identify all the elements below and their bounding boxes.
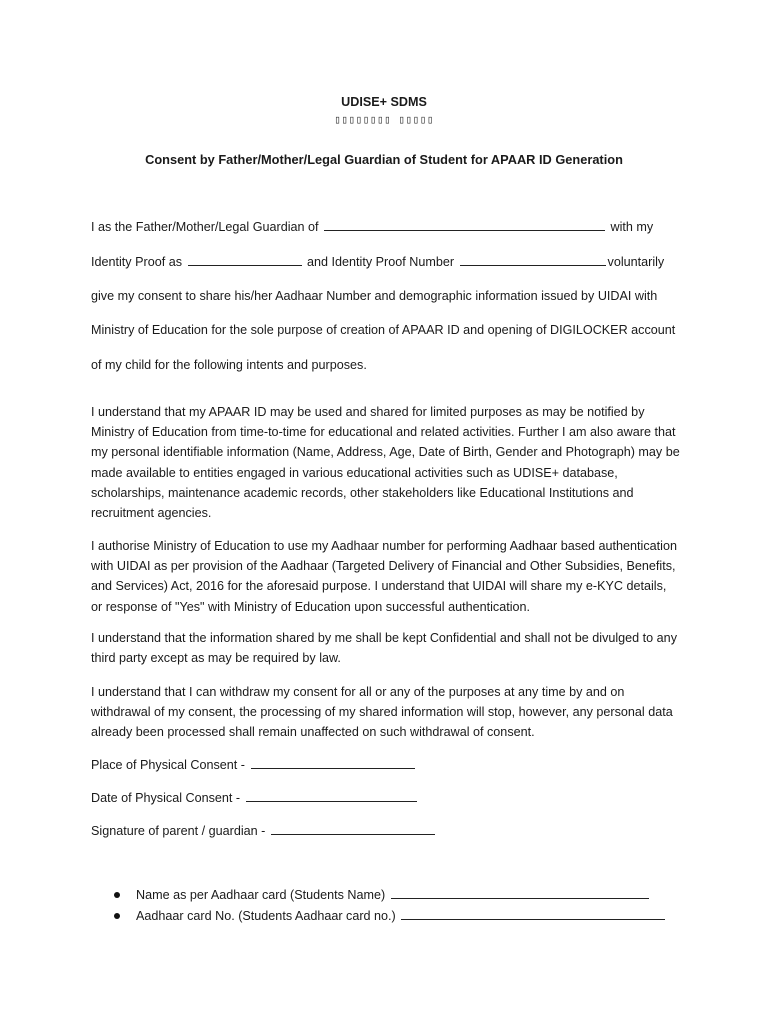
place-of-consent-field bbox=[91, 756, 417, 773]
identity-number-blank[interactable] bbox=[460, 253, 606, 266]
declaration-line-4: Ministry of Education for the sole purpose of creation of APAAR ID and opening of DIGILOCKER account bbox=[91, 323, 676, 338]
signature-label: Signature of parent / guardian - bbox=[91, 824, 266, 838]
declaration-text: I as the Father/Mother/Legal Guardian of bbox=[91, 220, 319, 234]
declaration-text: voluntarily bbox=[607, 254, 665, 269]
declaration-text: Identity Proof as bbox=[91, 254, 183, 269]
student-name-aadhaar-blank[interactable] bbox=[391, 886, 649, 899]
student-details-list bbox=[112, 885, 682, 927]
identity-proof-blank[interactable] bbox=[188, 253, 302, 266]
bullet-icon bbox=[114, 913, 120, 919]
paragraph-aadhaar-authorisation: I authorise Ministry of Education to use my Aadhaar number for performing Aadhaar based authentication with UIDAI as per provision of the Aadhaar (Targeted Delivery of Financial and Other Subsidies, Benefits, and Services) Act, 2016 for the aforesaid purpose. I understand that UIDAI will share my e-KYC details, or response of "Yes" with Ministry of Education upon successful authentication. bbox=[91, 539, 677, 614]
signature-field bbox=[91, 822, 437, 839]
declaration-text: with my bbox=[610, 220, 654, 234]
declaration-line-2 bbox=[91, 253, 676, 288]
date-of-consent-blank[interactable] bbox=[246, 789, 417, 802]
student-aadhaar-number-blank[interactable] bbox=[401, 907, 665, 920]
bullet-icon bbox=[114, 892, 120, 898]
declaration-line-5: of my child for the following intents and purposes. bbox=[91, 358, 367, 373]
list-item bbox=[112, 906, 682, 927]
declaration-block bbox=[91, 218, 676, 392]
place-of-consent-label: Place of Physical Consent - bbox=[91, 758, 245, 772]
list-item-label: Aadhaar card No. (Students Aadhaar card no.) bbox=[136, 909, 396, 923]
consent-heading: Consent by Father/Mother/Legal Guardian of Student for APAAR ID Generation bbox=[145, 152, 623, 167]
list-item bbox=[112, 885, 682, 906]
declaration-line-3: give my consent to share his/her Aadhaar Number and demographic information issued by UIDAI with bbox=[91, 288, 658, 303]
paragraph-withdrawal: I understand that I can withdraw my consent for all or any of the purposes at any time by and on withdrawal of my consent, the processing of my shared information will stop, however, any personal data already been processed shall remain unaffected on such withdrawal of consent. bbox=[91, 685, 673, 740]
date-of-consent-label: Date of Physical Consent - bbox=[91, 791, 241, 805]
date-of-consent-field bbox=[91, 789, 419, 806]
page-subtitle: ▯▯▯▯▯▯▯▯ ▯▯▯▯▯ bbox=[334, 113, 434, 126]
place-of-consent-blank[interactable] bbox=[251, 756, 415, 769]
student-name-blank[interactable] bbox=[324, 218, 605, 231]
page-title: UDISE+ SDMS bbox=[341, 95, 427, 109]
signature-blank[interactable] bbox=[271, 822, 435, 835]
paragraph-apaar-usage: I understand that my APAAR ID may be used and shared for limited purposes as may be notified by Ministry of Education from time-to-time for educational and related activities. Further I am also aware that my personal identifiable information (Name, Address, Age, Date of Birth, Gender and Photograph) may be made available to entities engaged in various educational activities such as UDISE+ database, scholarships, maintenance academic records, other stakeholders like Educational Institutions and recruitment agencies. bbox=[91, 405, 680, 521]
declaration-text: and Identity Proof Number bbox=[307, 254, 455, 269]
declaration-line-1 bbox=[91, 218, 676, 253]
paragraph-confidentiality: I understand that the information shared by me shall be kept Confidential and shall not be divulged to any third party except as may be required by law. bbox=[91, 631, 677, 666]
list-item-label: Name as per Aadhaar card (Students Name) bbox=[136, 888, 386, 902]
